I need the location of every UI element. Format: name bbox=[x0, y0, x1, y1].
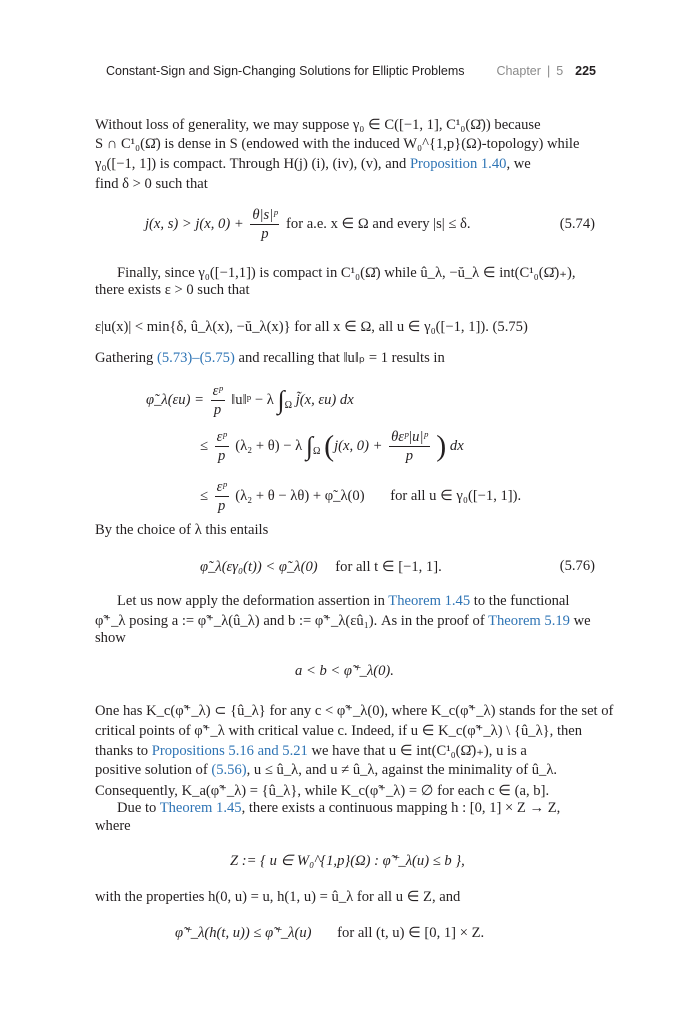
chapter-label: Chapter bbox=[496, 64, 541, 78]
r1-mid: ‖u‖ᵖ − λ bbox=[231, 391, 274, 408]
p3-text: Gathering bbox=[95, 350, 158, 366]
eq574-num: θ|s|ᵖ bbox=[252, 207, 278, 223]
r2-open-paren: ( bbox=[324, 429, 335, 463]
p5-line3: show bbox=[95, 630, 126, 646]
r1-rhs: j̃(x, εu) dx bbox=[295, 391, 354, 408]
r2-den2: p bbox=[405, 448, 413, 464]
r1-num: εᵖ bbox=[212, 383, 223, 399]
link-proposition-1-40[interactable]: Proposition 1.40 bbox=[409, 156, 507, 172]
eq-last-lhs: φ̃⁺_λ(h(t, u)) ≤ φ̃⁺_λ(u) bbox=[175, 925, 312, 941]
r1-integral-sign: ∫ bbox=[277, 385, 285, 415]
equation-last bbox=[175, 924, 484, 942]
r3-cond: for all u ∈ γ₀([−1, 1]). bbox=[390, 487, 522, 504]
p2-line2: there exists ε > 0 such that bbox=[95, 282, 250, 298]
p6-l3-text: thanks to bbox=[95, 743, 152, 759]
link-theorem-1-45-b[interactable]: Theorem 1.45 bbox=[159, 800, 242, 816]
eq574-lhs: j(x, s) > j(x, 0) + bbox=[145, 215, 244, 232]
equation-Z bbox=[230, 852, 465, 870]
equation-5-76 bbox=[200, 558, 442, 576]
eq575-body: ε|u(x)| < min{δ, û_λ(x), −ŭ_λ(x)} for all x ∈ Ω, all u ∈ γ₀([−1, 1]). bbox=[95, 319, 489, 335]
eq575-label: (5.75) bbox=[492, 319, 528, 335]
eq574-rhs: for a.e. x ∈ Ω and every |s| ≤ δ. bbox=[286, 215, 471, 232]
p1-line4: find δ > 0 such that bbox=[95, 176, 208, 192]
p3-tail: and recalling that ‖u‖ₚ = 1 results in bbox=[234, 350, 445, 366]
r3-lead: ≤ bbox=[200, 487, 209, 504]
header-right bbox=[496, 64, 596, 78]
running-title: Constant-Sign and Sign-Changing Solutions for Elliptic Problems bbox=[106, 64, 465, 78]
p5-line2 bbox=[95, 612, 591, 630]
header-separator: | bbox=[546, 64, 551, 78]
r2-integral-sign: ∫ bbox=[305, 431, 314, 461]
eq-ab-body: a < b < φ̃⁺_λ(0). bbox=[295, 663, 394, 679]
chapter-number: 5 bbox=[556, 64, 564, 78]
equation-5-74 bbox=[145, 206, 471, 243]
r3-num: εᵖ bbox=[216, 479, 227, 495]
p1-line3 bbox=[95, 156, 531, 173]
p6-l4-tail: , u ≤ û_λ, and u ≠ û_λ, against the minimality of û_λ. bbox=[246, 762, 558, 778]
link-propositions-5-16-5-21[interactable]: Propositions 5.16 and 5.21 bbox=[151, 743, 308, 759]
r1-integral-domain: Ω bbox=[284, 399, 293, 411]
p2-line1: Finally, since γ₀([−1,1]) is compact in C¹₀(Ω̄) while û_λ, −ŭ_λ ∈ int(C¹₀(Ω̄)₊), bbox=[117, 265, 576, 281]
p5-l1-tail: to the functional bbox=[470, 593, 570, 609]
p1-line2: S ∩ C¹₀(Ω̄) is dense in S (endowed with the induced W₀^{1,p}(Ω)-topology) while bbox=[95, 136, 580, 152]
equation-a-b bbox=[295, 662, 394, 680]
p7-l1-text: Due to bbox=[117, 800, 160, 816]
eq576-label: (5.76) bbox=[559, 558, 595, 574]
r1-den: p bbox=[213, 402, 222, 418]
equation-5-75 bbox=[95, 318, 528, 336]
r3-mid: (λ₂ + θ − λθ) + φ̃_λ(0) bbox=[235, 487, 365, 504]
r2-num2: θεᵖ|u|ᵖ bbox=[391, 429, 428, 445]
r2-lead: ≤ bbox=[200, 437, 209, 454]
link-theorem-1-45[interactable]: Theorem 1.45 bbox=[388, 593, 471, 609]
p7-line1 bbox=[117, 800, 560, 817]
eq574-label: (5.74) bbox=[559, 216, 595, 232]
r3-den: p bbox=[217, 498, 226, 514]
link-eq-5-73-5-75[interactable]: (5.73)–(5.75) bbox=[157, 350, 235, 366]
eqblock-row2 bbox=[200, 428, 464, 465]
p6-l3-tail: we have that u ∈ int(C¹₀(Ω̄)₊), u is a bbox=[307, 743, 527, 759]
p7-l1-tail: , there exists a continuous mapping h : [0, 1] × Z → Z, bbox=[241, 800, 561, 816]
eq576-lhs: φ̃_λ(εγ₀(t)) < φ̃_λ(0) bbox=[200, 559, 318, 575]
p3-line bbox=[95, 349, 445, 367]
page-number: 225 bbox=[575, 64, 596, 78]
p8-line: with the properties h(0, u) = u, h(1, u) = û_λ for all u ∈ Z, and bbox=[95, 889, 461, 905]
p1-line3-text: γ₀([−1, 1]) is compact. Through H(j) (i), (iv), (v), and bbox=[95, 156, 410, 172]
p5-l2-text: φ̃⁺_λ posing a := φ̃⁺_λ(û_λ) and b := φ̃⁺_λ(εû₁). As in the proof of bbox=[95, 613, 489, 629]
p5-l2-tail: we bbox=[569, 613, 591, 629]
p6-line1: One has K_c(φ̃⁺_λ) ⊂ {û_λ} for any c < φ̃⁺_λ(0), where K_c(φ̃⁺_λ) stands for the set of bbox=[95, 703, 614, 719]
p6-line3 bbox=[95, 742, 527, 760]
r2-num: εᵖ bbox=[216, 429, 227, 445]
r2-mid: (λ₂ + θ) − λ bbox=[235, 437, 303, 454]
eqblock-row1 bbox=[146, 382, 354, 419]
eq574-fraction bbox=[250, 206, 279, 243]
p1-line1: Without loss of generality, we may suppose γ₀ ∈ C([−1, 1], C¹₀(Ω̄)) because bbox=[95, 117, 541, 133]
r2-den: p bbox=[217, 448, 226, 464]
p5-line1 bbox=[117, 593, 569, 610]
p6-l4-text: positive solution of bbox=[95, 762, 212, 778]
eq574-den: p bbox=[261, 226, 269, 242]
link-eq-5-56[interactable]: (5.56) bbox=[211, 762, 247, 778]
eq576-cond: for all t ∈ [−1, 1]. bbox=[335, 559, 442, 575]
p4-line: By the choice of λ this entails bbox=[95, 522, 269, 538]
eq-z-body: Z := { u ∈ W₀^{1,p}(Ω) : φ̃⁺_λ(u) ≤ b }, bbox=[230, 853, 465, 869]
p1-line3-tail: , we bbox=[506, 156, 531, 172]
r2-dx: dx bbox=[449, 437, 464, 454]
r2-integral-domain: Ω bbox=[313, 445, 321, 457]
eq-last-cond: for all (t, u) ∈ [0, 1] × Z. bbox=[337, 925, 485, 941]
r1-lhs: φ̃_λ(εu) = bbox=[146, 391, 204, 408]
p6-line5: Consequently, K_a(φ̃⁺_λ) = {û_λ}, while K_c(φ̃⁺_λ) = ∅ for each c ∈ (a, b]. bbox=[95, 783, 550, 799]
eqblock-row3 bbox=[200, 478, 521, 515]
running-header bbox=[106, 64, 596, 82]
p7-line2: where bbox=[95, 818, 131, 834]
r2-close-paren: ) bbox=[436, 429, 447, 463]
p6-line2: critical points of φ̃⁺_λ with critical value c. Indeed, if u ∈ K_c(φ̃⁺_λ) \ {û_λ}, then bbox=[95, 723, 583, 739]
link-theorem-5-19[interactable]: Theorem 5.19 bbox=[488, 613, 570, 629]
p6-line4 bbox=[95, 762, 557, 779]
r2-inner: j(x, 0) + bbox=[334, 437, 383, 454]
p5-l1-text: Let us now apply the deformation assertion in bbox=[117, 593, 389, 609]
